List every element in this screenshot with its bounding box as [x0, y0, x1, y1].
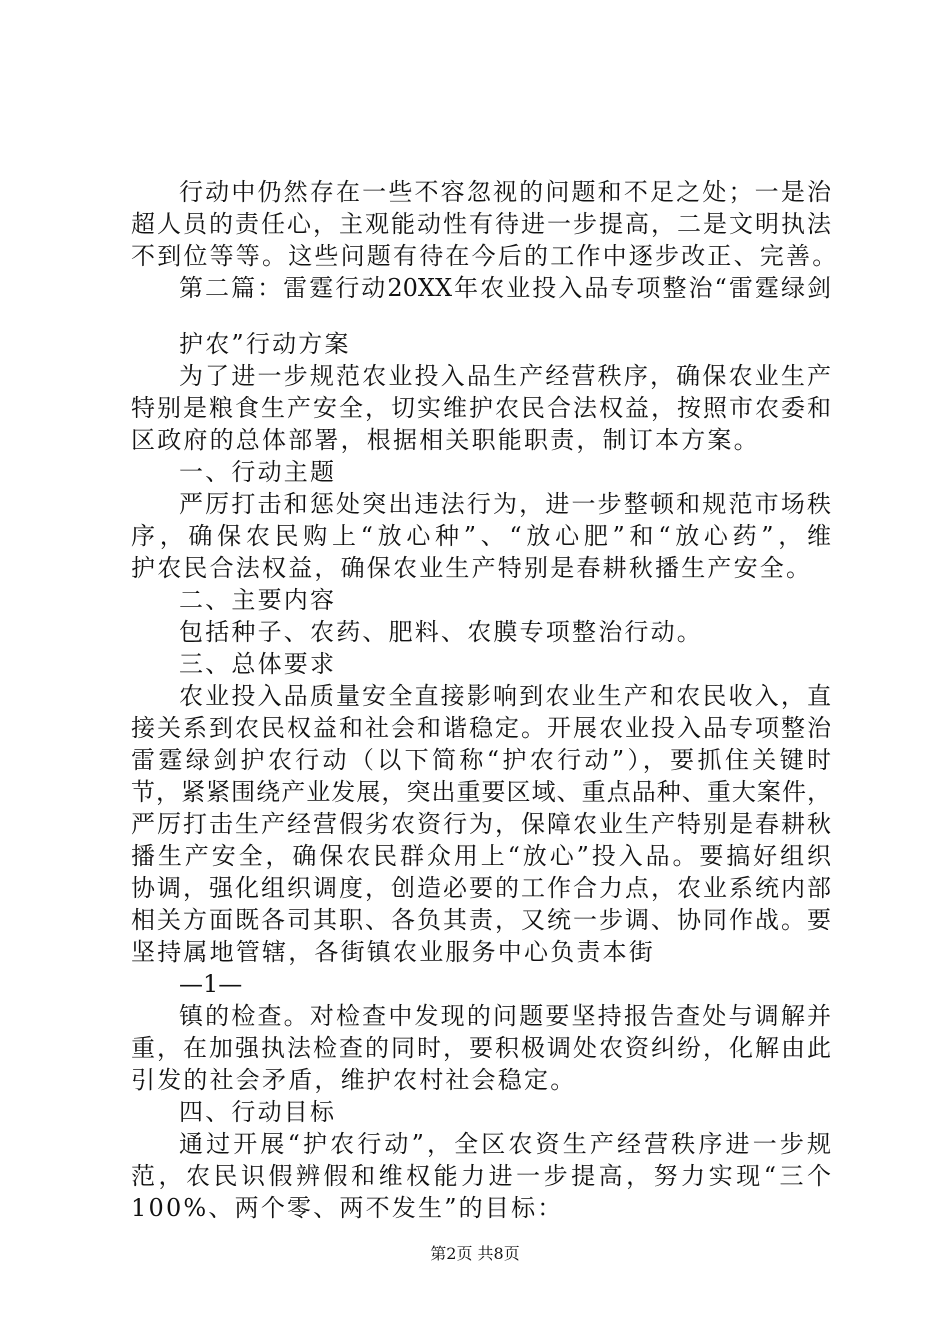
text-line: 通过开展“护农行动”，全区农资生产经营秩序进一步规 [179, 1130, 831, 1158]
text-line: 严厉打击和惩处突出违法行为，进一步整顿和规范市场秩 [179, 490, 831, 518]
page-marker: —1— [179, 970, 243, 998]
text-line: 行动中仍然存在一些不容忽视的问题和不足之处；一是治 [179, 178, 831, 206]
text-line: 重，在加强执法检查的同时，要积极调处农资纠纷，化解由此 [131, 1034, 831, 1062]
text-line: 雷霆绿剑护农行动（以下简称“护农行动”），要抓住关键时 [131, 746, 831, 774]
text-line: 接关系到农民权益和社会和谐稳定。开展农业投入品专项整治 [131, 714, 831, 742]
section-heading: 三、总体要求 [179, 650, 337, 678]
text-line: 100%、两个零、两不发生”的目标： [131, 1194, 564, 1222]
text-line: 范，农民识假辨假和维权能力进一步提高，努力实现“三个 [131, 1162, 831, 1190]
text-line: 播生产安全，确保农民群众用上“放心”投入品。要搞好组织 [131, 842, 831, 870]
text-line: 镇的检查。对检查中发现的问题要坚持报告查处与调解并 [179, 1002, 831, 1030]
text-line: 第二篇：雷霆行动20XX年农业投入品专项整治“雷霆绿剑 [179, 274, 831, 302]
text-line: 相关方面既各司其职、各负其责，又统一步调、协同作战。要 [131, 906, 831, 934]
text-line: 协调，强化组织调度，创造必要的工作合力点，农业系统内部 [131, 874, 831, 902]
text-line: 区政府的总体部署，根据相关职能职责，制订本方案。 [131, 426, 760, 454]
text-line: 引发的社会矛盾，维护农村社会稳定。 [131, 1066, 577, 1094]
text-line: 序，确保农民购上“放心种”、“放心肥”和“放心药”，维 [131, 522, 831, 550]
page-footer: 第2页 共8页 [430, 1244, 520, 1263]
text-line: 农业投入品质量安全直接影响到农业生产和农民收入，直 [179, 682, 831, 710]
section-heading: 四、行动目标 [179, 1098, 337, 1126]
text-line: 严厉打击生产经营假劣农资行为，保障农业生产特别是春耕秋 [131, 810, 831, 838]
text-line: 为了进一步规范农业投入品生产经营秩序，确保农业生产 [179, 362, 831, 390]
text-line: 包括种子、农药、肥料、农膜专项整治行动。 [179, 618, 703, 646]
text-line: 超人员的责任心，主观能动性有待进一步提高，二是文明执法 [131, 210, 831, 238]
text-line: 特别是粮食生产安全，切实维护农民合法权益，按照市农委和 [131, 394, 831, 422]
text-line: 护农民合法权益，确保农业生产特别是春耕秋播生产安全。 [131, 554, 813, 582]
section-heading: 二、主要内容 [179, 586, 337, 614]
section-heading: 一、行动主题 [179, 458, 337, 486]
text-line: 不到位等等。这些问题有待在今后的工作中逐步改正、完善。 [131, 242, 839, 270]
text-line: 护农”行动方案 [179, 330, 351, 358]
text-line: 节，紧紧围绕产业发展，突出重要区域、重点品种、重大案件， [131, 778, 831, 806]
text-line: 坚持属地管辖，各街镇农业服务中心负责本街 [131, 938, 655, 966]
